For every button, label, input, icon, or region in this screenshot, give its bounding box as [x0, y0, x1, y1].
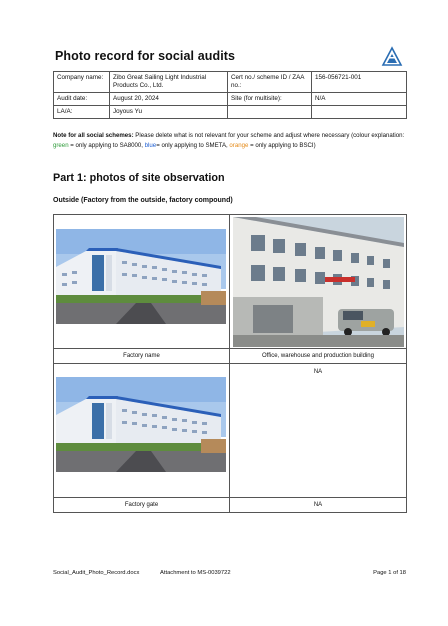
tuv-logo-icon [372, 46, 412, 74]
footer-attachment: Attachment to MS-0039722 [160, 570, 231, 576]
note-green: green [53, 142, 69, 149]
audit-info-table [53, 71, 407, 119]
photo-caption: Factory gate [54, 498, 230, 513]
footer-filename: Social_Audit_Photo_Record.docx [53, 570, 140, 576]
part1-heading: Part 1: photos of site observation [53, 172, 225, 184]
note-orange: orange [229, 142, 249, 149]
note-lead: Note for all social schemes: [53, 132, 134, 139]
site-value: N/A [312, 93, 407, 106]
empty-cell [312, 106, 407, 119]
scheme-note [53, 131, 413, 151]
note-text: = only applying to SMETA, [156, 142, 230, 149]
document-title: Photo record for social audits [55, 49, 236, 63]
audit-date-value: August 20, 2024 [110, 93, 228, 106]
photo-caption: Office, warehouse and production building [230, 349, 407, 364]
photo-caption: Factory name [54, 349, 230, 364]
empty-cell [228, 106, 312, 119]
note-text: = only applying to BSCI) [248, 142, 316, 149]
footer-page-number: Page 1 of 18 [373, 570, 406, 576]
photo-cell [230, 215, 407, 349]
la-label: LA/A: [54, 106, 110, 119]
factory-gate-photo [56, 377, 226, 472]
factory-photo [56, 229, 226, 324]
cert-no-label: Cert no./ scheme ID / ZAA no.: [228, 72, 312, 93]
note-text: Please delete what is not relevant for your scheme and adjust where necessary (colour explanation: [133, 132, 405, 139]
photo-cell [230, 364, 407, 498]
na-placeholder: NA [313, 369, 323, 375]
photo-table [53, 214, 407, 513]
photo-caption: NA [230, 498, 407, 513]
company-name-value: Zibo Great Sailing Light Industrial Products Co., Ltd. [110, 72, 228, 93]
photo-cell [54, 215, 230, 349]
la-value: Joyous Yu [110, 106, 228, 119]
site-label: Site (for multisite): [228, 93, 312, 106]
cert-no-value: 156-056721-001 [312, 72, 407, 93]
note-blue: blue [144, 142, 157, 149]
audit-date-label: Audit date: [54, 93, 110, 106]
photo-cell [54, 364, 230, 498]
note-text: = only applying to SA8000, [68, 142, 145, 149]
company-name-label: Company name: [54, 72, 110, 93]
office-building-photo [233, 217, 404, 347]
section-heading: Outside (Factory from the outside, factory compound) [53, 197, 233, 204]
